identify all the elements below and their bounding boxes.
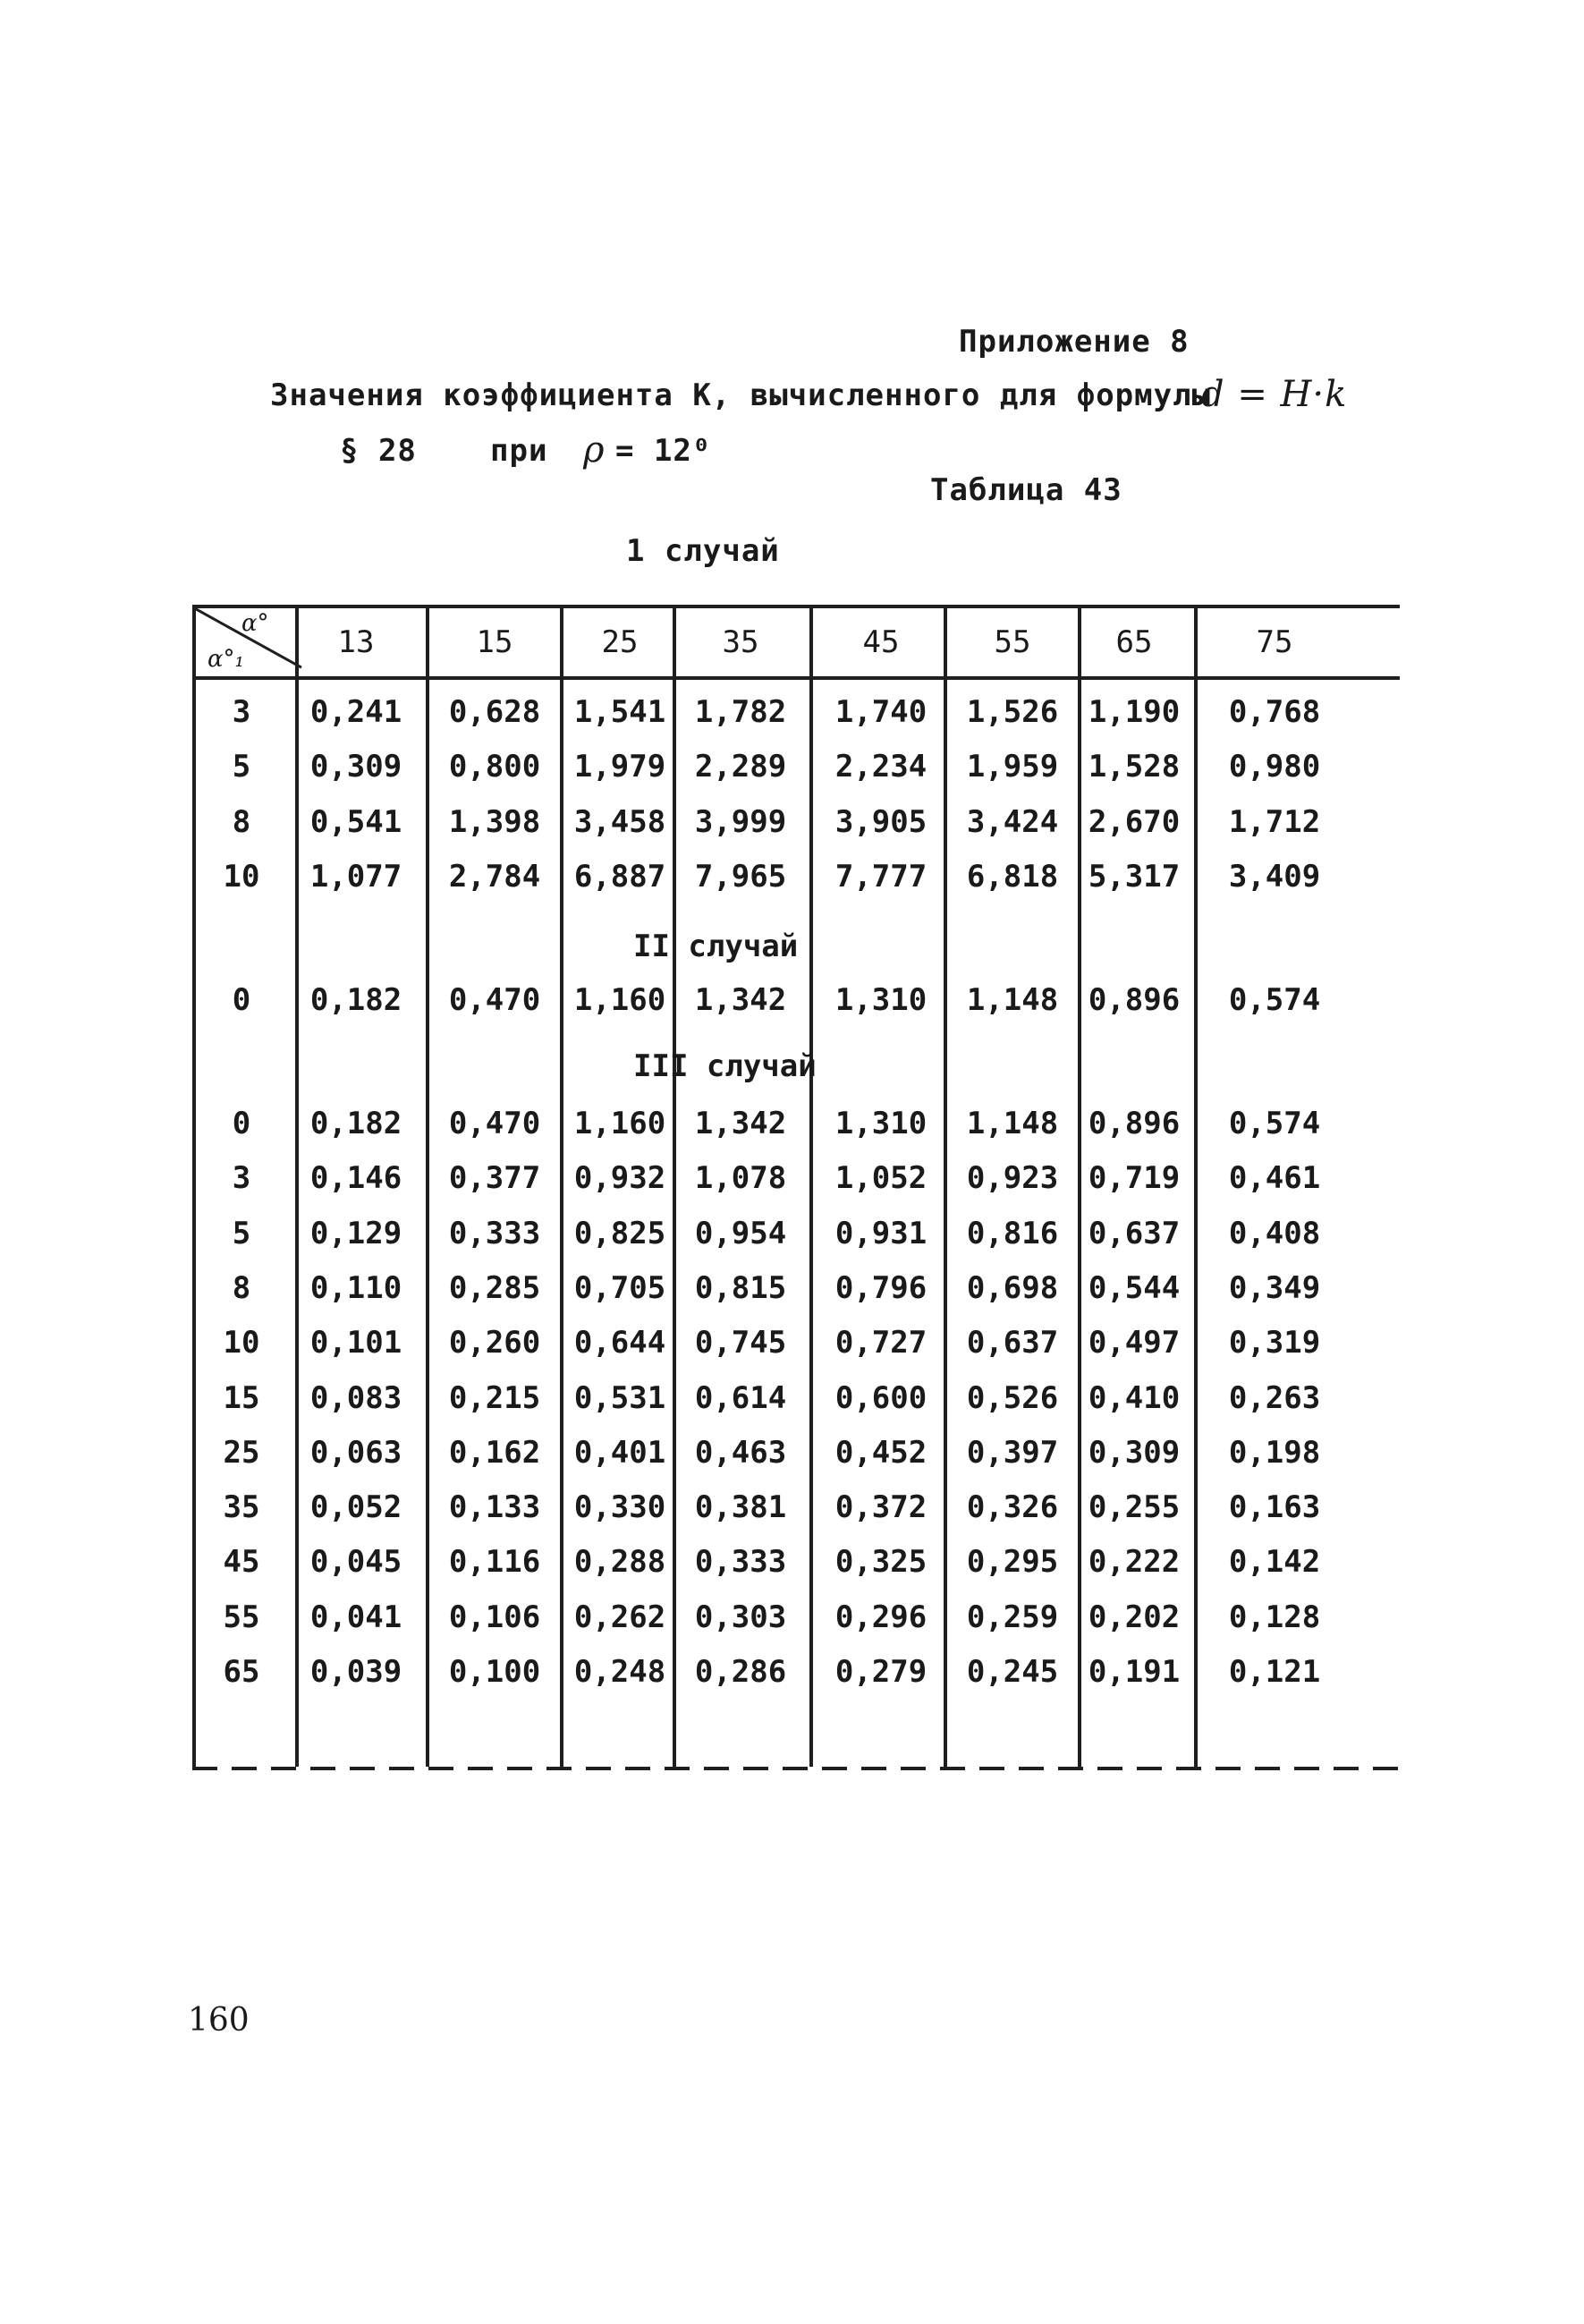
corner-alpha1-label: α°₁ xyxy=(208,646,244,673)
column-header: 75 xyxy=(1256,624,1293,660)
table-cell: 1,541 xyxy=(573,694,666,730)
table-cell: 0,286 xyxy=(694,1654,787,1690)
table-cell: 0,745 xyxy=(694,1325,787,1361)
table-cell: 0,954 xyxy=(694,1215,787,1251)
column-header: 13 xyxy=(337,624,375,660)
table-cell: 1,052 xyxy=(834,1160,928,1197)
table-number: Таблица 43 xyxy=(930,472,1122,508)
table-cell: 0,470 xyxy=(448,1106,541,1141)
table-cell: 0,222 xyxy=(1088,1544,1181,1581)
table-cell: 1,342 xyxy=(694,982,787,1018)
table-cell: 0,727 xyxy=(834,1325,928,1361)
table-cell: 0,255 xyxy=(1088,1489,1181,1526)
corner-alpha-label: α° xyxy=(241,610,269,637)
table-cell: 0,541 xyxy=(309,803,402,840)
table-cell: 3,999 xyxy=(694,803,787,840)
table-cell: 0,309 xyxy=(1088,1434,1181,1471)
table-cell: 0,637 xyxy=(1088,1215,1181,1251)
table-cell: 0,600 xyxy=(834,1379,928,1416)
table-header-rule xyxy=(192,676,1400,680)
row-key: 55 xyxy=(223,1599,260,1635)
row-key: 3 xyxy=(232,694,251,730)
table-cell: 1,310 xyxy=(834,1106,928,1141)
table-cell: 0,279 xyxy=(834,1654,928,1690)
paragraph-ref: § 28 xyxy=(340,433,417,469)
table-cell: 0,815 xyxy=(694,1269,787,1306)
table-cell: 0,372 xyxy=(834,1489,928,1526)
table-cell: 0,285 xyxy=(448,1269,541,1306)
table-cell: 0,470 xyxy=(448,982,541,1018)
table-cell: 0,248 xyxy=(573,1654,666,1690)
table-cell: 0,325 xyxy=(834,1544,928,1581)
column-header: 35 xyxy=(722,624,759,660)
table-cell: 1,077 xyxy=(309,858,402,895)
table-cell: 0,410 xyxy=(1088,1379,1181,1416)
table-cell: 0,980 xyxy=(1228,749,1321,785)
table-cell: 0,129 xyxy=(309,1215,402,1251)
table-cell: 1,528 xyxy=(1088,749,1181,785)
table-cell: 0,698 xyxy=(966,1269,1059,1306)
table-cell: 0,796 xyxy=(834,1269,928,1306)
table-bottom-dashed-rule xyxy=(192,1767,1409,1770)
table-cell: 0,288 xyxy=(573,1544,666,1581)
table-cell: 0,063 xyxy=(309,1434,402,1471)
column-rule xyxy=(944,605,947,1767)
table-cell: 2,234 xyxy=(834,749,928,785)
table-cell: 0,932 xyxy=(573,1160,666,1197)
table-cell: 0,191 xyxy=(1088,1654,1181,1690)
table-cell: 3,905 xyxy=(834,803,928,840)
table-cell: 0,309 xyxy=(309,749,402,785)
table-cell: 0,296 xyxy=(834,1599,928,1635)
table-cell: 6,887 xyxy=(573,858,666,895)
table-cell: 0,052 xyxy=(309,1489,402,1526)
table-cell: 0,333 xyxy=(448,1215,541,1251)
table-cell: 0,121 xyxy=(1228,1654,1321,1690)
table-cell: 0,461 xyxy=(1228,1160,1321,1197)
case2-label: II случай xyxy=(633,929,799,964)
appendix-label: Приложение 8 xyxy=(959,324,1190,360)
table-cell: 0,574 xyxy=(1228,982,1321,1018)
row-key: 65 xyxy=(223,1654,260,1690)
column-rule xyxy=(1194,605,1198,1767)
condition-word: при xyxy=(490,433,548,469)
row-key: 45 xyxy=(223,1544,260,1581)
table-cell: 0,142 xyxy=(1228,1544,1321,1581)
table-cell: 0,637 xyxy=(966,1325,1059,1361)
table-cell: 2,289 xyxy=(694,749,787,785)
table-cell: 0,408 xyxy=(1228,1215,1321,1251)
row-key: 8 xyxy=(232,803,251,840)
table-cell: 0,110 xyxy=(309,1269,402,1306)
table-cell: 0,133 xyxy=(448,1489,541,1526)
table-cell: 0,896 xyxy=(1088,982,1181,1018)
table-cell: 0,923 xyxy=(966,1160,1059,1197)
table-cell: 1,782 xyxy=(694,694,787,730)
column-rule xyxy=(1078,605,1081,1767)
row-key: 10 xyxy=(223,1325,260,1361)
table-cell: 0,162 xyxy=(448,1434,541,1471)
table-cell: 5,317 xyxy=(1088,858,1181,895)
table-cell: 0,544 xyxy=(1088,1269,1181,1306)
table-cell: 0,319 xyxy=(1228,1325,1321,1361)
row-key: 35 xyxy=(223,1489,260,1526)
table-cell: 0,452 xyxy=(834,1434,928,1471)
table-cell: 0,574 xyxy=(1228,1106,1321,1141)
table-cell: 0,614 xyxy=(694,1379,787,1416)
row-key: 5 xyxy=(232,749,251,785)
table-cell: 0,215 xyxy=(448,1379,541,1416)
table-cell: 6,818 xyxy=(966,858,1059,895)
table-cell: 0,381 xyxy=(694,1489,787,1526)
table-cell: 0,526 xyxy=(966,1379,1059,1416)
table-cell: 0,163 xyxy=(1228,1489,1321,1526)
table-cell: 0,401 xyxy=(573,1434,666,1471)
table-cell: 0,260 xyxy=(448,1325,541,1361)
column-rule xyxy=(673,605,676,1767)
table-cell: 3,458 xyxy=(573,803,666,840)
column-header: 55 xyxy=(994,624,1031,660)
column-header: 45 xyxy=(862,624,900,660)
table-cell: 1,526 xyxy=(966,694,1059,730)
row-key: 25 xyxy=(223,1434,260,1471)
table-cell: 0,719 xyxy=(1088,1160,1181,1197)
table-cell: 0,896 xyxy=(1088,1106,1181,1141)
table-cell: 3,424 xyxy=(966,803,1059,840)
table-cell: 0,101 xyxy=(309,1325,402,1361)
table-cell: 0,330 xyxy=(573,1489,666,1526)
table-cell: 0,397 xyxy=(966,1434,1059,1471)
table-cell: 0,497 xyxy=(1088,1325,1181,1361)
table-cell: 0,128 xyxy=(1228,1599,1321,1635)
table-cell: 0,182 xyxy=(309,1106,402,1141)
table-cell: 0,931 xyxy=(834,1215,928,1251)
table-cell: 1,979 xyxy=(573,749,666,785)
table-cell: 0,644 xyxy=(573,1325,666,1361)
row-key: 5 xyxy=(232,1215,251,1251)
row-key: 10 xyxy=(223,858,260,895)
table-cell: 1,342 xyxy=(694,1106,787,1141)
table-cell: 0,198 xyxy=(1228,1434,1321,1471)
column-header: 65 xyxy=(1115,624,1153,660)
table-cell: 0,263 xyxy=(1228,1379,1321,1416)
table-cell: 0,295 xyxy=(966,1544,1059,1581)
table-cell: 0,326 xyxy=(966,1489,1059,1526)
table-cell: 0,800 xyxy=(448,749,541,785)
table-cell: 0,262 xyxy=(573,1599,666,1635)
table-cell: 2,670 xyxy=(1088,803,1181,840)
table-cell: 0,083 xyxy=(309,1379,402,1416)
column-rule xyxy=(560,605,563,1767)
table-left-border xyxy=(192,605,196,1767)
table-cell: 0,045 xyxy=(309,1544,402,1581)
case1-label: 1 случай xyxy=(626,533,780,569)
table-cell: 1,740 xyxy=(834,694,928,730)
column-header: 15 xyxy=(476,624,513,660)
table-cell: 0,245 xyxy=(966,1654,1059,1690)
table-cell: 1,310 xyxy=(834,982,928,1018)
table-cell: 0,202 xyxy=(1088,1599,1181,1635)
document-title: Значения коэффициента К, вычисленного для формулы xyxy=(270,377,1212,413)
formula: d = H·k xyxy=(1201,374,1348,415)
table-cell: 0,106 xyxy=(448,1599,541,1635)
column-rule xyxy=(426,605,429,1767)
rho-symbol: ρ xyxy=(583,429,606,471)
table-cell: 0,825 xyxy=(573,1215,666,1251)
table-cell: 0,041 xyxy=(309,1599,402,1635)
table-cell: 1,160 xyxy=(573,1106,666,1141)
table-cell: 0,259 xyxy=(966,1599,1059,1635)
column-rule xyxy=(809,605,813,1767)
table-cell: 0,146 xyxy=(309,1160,402,1197)
case3-label: III случай xyxy=(633,1048,817,1084)
table-cell: 3,409 xyxy=(1228,858,1321,895)
table-cell: 7,965 xyxy=(694,858,787,895)
column-header: 25 xyxy=(601,624,639,660)
table-cell: 1,398 xyxy=(448,803,541,840)
table-cell: 1,712 xyxy=(1228,803,1321,840)
table-cell: 0,039 xyxy=(309,1654,402,1690)
table-cell: 1,078 xyxy=(694,1160,787,1197)
table-cell: 7,777 xyxy=(834,858,928,895)
table-cell: 1,190 xyxy=(1088,694,1181,730)
column-rule xyxy=(295,605,299,1767)
table-cell: 0,303 xyxy=(694,1599,787,1635)
table-cell: 1,959 xyxy=(966,749,1059,785)
table-cell: 0,705 xyxy=(573,1269,666,1306)
table-top-rule xyxy=(192,605,1400,608)
table-cell: 0,100 xyxy=(448,1654,541,1690)
table-cell: 1,148 xyxy=(966,1106,1059,1141)
table-cell: 0,349 xyxy=(1228,1269,1321,1306)
page-number: 160 xyxy=(188,2002,250,2039)
table-cell: 0,463 xyxy=(694,1434,787,1471)
table-cell: 1,160 xyxy=(573,982,666,1018)
table-cell: 0,816 xyxy=(966,1215,1059,1251)
table-cell: 0,333 xyxy=(694,1544,787,1581)
row-key: 0 xyxy=(232,1106,251,1141)
table-cell: 0,116 xyxy=(448,1544,541,1581)
table-cell: 2,784 xyxy=(448,858,541,895)
table-cell: 1,148 xyxy=(966,982,1059,1018)
rho-value: = 12⁰ xyxy=(615,433,712,469)
table-cell: 0,531 xyxy=(573,1379,666,1416)
row-key: 0 xyxy=(232,982,251,1018)
row-key: 3 xyxy=(232,1160,251,1197)
table-cell: 0,182 xyxy=(309,982,402,1018)
table-cell: 0,377 xyxy=(448,1160,541,1197)
table-cell: 0,628 xyxy=(448,694,541,730)
table-cell: 0,241 xyxy=(309,694,402,730)
table-cell: 0,768 xyxy=(1228,694,1321,730)
row-key: 15 xyxy=(223,1379,260,1416)
row-key: 8 xyxy=(232,1269,251,1306)
